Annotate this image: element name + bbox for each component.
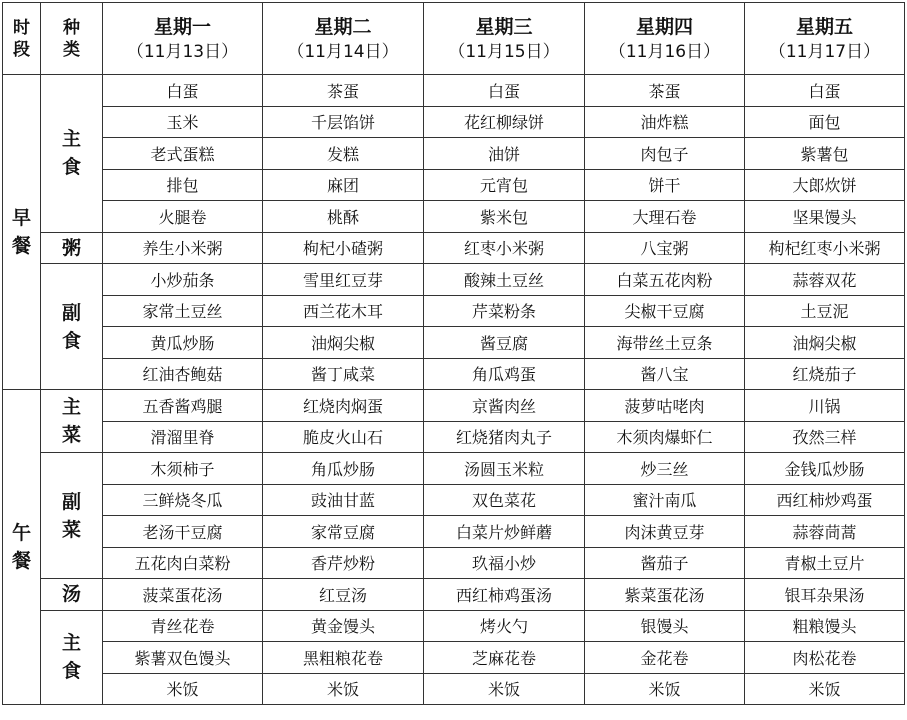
menu-row [3, 201, 905, 233]
dish-cell: 土豆泥 [745, 295, 905, 327]
dish-cell: 红烧猪肉丸子 [424, 421, 585, 453]
dish-cell: 枸杞红枣小米粥 [745, 232, 905, 264]
dish-cell: 玉米 [103, 106, 263, 138]
dish-cell: 银馒头 [585, 610, 745, 642]
day-name: 星期三 [475, 15, 533, 38]
food-category-label: 主菜 [41, 390, 103, 453]
day-header-wed [424, 3, 585, 75]
day-date: （11月13日） [126, 41, 239, 62]
menu-row [3, 327, 905, 359]
dish-cell: 大郎炊饼 [745, 169, 905, 201]
dish-cell: 米饭 [103, 673, 263, 705]
dish-cell: 芹菜粉条 [424, 295, 585, 327]
dish-cell: 八宝粥 [585, 232, 745, 264]
menu-row [3, 390, 905, 422]
dish-cell: 坚果馒头 [745, 201, 905, 233]
menu-row [3, 358, 905, 390]
dish-cell: 银耳杂果汤 [745, 579, 905, 611]
dish-cell: 玖福小炒 [424, 547, 585, 579]
menu-row [3, 295, 905, 327]
dish-cell: 孜然三样 [745, 421, 905, 453]
dish-cell: 白菜五花肉粉 [585, 264, 745, 296]
day-date: （11月14日） [287, 41, 399, 62]
dish-cell: 排包 [103, 169, 263, 201]
food-category-label: 粥 [41, 232, 103, 264]
dish-cell: 元宵包 [424, 169, 585, 201]
dish-cell: 西红柿炒鸡蛋 [745, 484, 905, 516]
menu-row [3, 138, 905, 170]
weekly-menu-table [2, 2, 905, 705]
dish-cell: 木须柿子 [103, 453, 263, 485]
day-date: （11月15日） [448, 41, 560, 62]
menu-row [3, 232, 905, 264]
dish-cell: 红烧肉焖蛋 [263, 390, 424, 422]
food-category-label: 汤 [41, 579, 103, 611]
dish-cell: 紫薯包 [745, 138, 905, 170]
dish-cell: 西兰花木耳 [263, 295, 424, 327]
day-header-tue [263, 3, 424, 75]
dish-cell: 养生小米粥 [103, 232, 263, 264]
dish-cell: 发糕 [263, 138, 424, 170]
food-category-label: 副食 [41, 264, 103, 390]
dish-cell: 五香酱鸡腿 [103, 390, 263, 422]
dish-cell: 川锅 [745, 390, 905, 422]
dish-cell: 米饭 [745, 673, 905, 705]
dish-cell: 红烧茄子 [745, 358, 905, 390]
menu-row [3, 75, 905, 107]
menu-row [3, 421, 905, 453]
dish-cell: 紫薯双色馒头 [103, 642, 263, 674]
dish-cell: 青椒土豆片 [745, 547, 905, 579]
meal-period-label: 早餐 [3, 75, 41, 390]
dish-cell: 蒜蓉茼蒿 [745, 516, 905, 548]
dish-cell: 面包 [745, 106, 905, 138]
dish-cell: 红豆汤 [263, 579, 424, 611]
dish-cell: 大理石卷 [585, 201, 745, 233]
dish-cell: 炒三丝 [585, 453, 745, 485]
menu-row [3, 106, 905, 138]
dish-cell: 菠菜蛋花汤 [103, 579, 263, 611]
dish-cell: 五花肉白菜粉 [103, 547, 263, 579]
meal-period-label: 午餐 [3, 390, 41, 705]
dish-cell: 酱八宝 [585, 358, 745, 390]
dish-cell: 米饭 [585, 673, 745, 705]
dish-cell: 青丝花卷 [103, 610, 263, 642]
dish-cell: 黑粗粮花卷 [263, 642, 424, 674]
food-category-label: 副菜 [41, 453, 103, 579]
dish-cell: 小炒茄条 [103, 264, 263, 296]
dish-cell: 火腿卷 [103, 201, 263, 233]
menu-row [3, 547, 905, 579]
dish-cell: 酱豆腐 [424, 327, 585, 359]
period-column-header: 时段 [3, 3, 41, 75]
dish-cell: 花红柳绿饼 [424, 106, 585, 138]
dish-cell: 茶蛋 [585, 75, 745, 107]
day-name: 星期五 [795, 15, 853, 38]
food-category-label: 主食 [41, 610, 103, 705]
menu-row [3, 642, 905, 674]
dish-cell: 三鲜烧冬瓜 [103, 484, 263, 516]
dish-cell: 芝麻花卷 [424, 642, 585, 674]
dish-cell: 千层馅饼 [263, 106, 424, 138]
dish-cell: 酱茄子 [585, 547, 745, 579]
food-category-label: 主食 [41, 75, 103, 233]
menu-body [3, 75, 905, 705]
dish-cell: 红枣小米粥 [424, 232, 585, 264]
dish-cell: 粗粮馒头 [745, 610, 905, 642]
dish-cell: 黄瓜炒肠 [103, 327, 263, 359]
menu-row [3, 610, 905, 642]
menu-row [3, 673, 905, 705]
dish-cell: 白蛋 [424, 75, 585, 107]
day-name: 星期二 [314, 15, 372, 38]
menu-row [3, 264, 905, 296]
dish-cell: 肉松花卷 [745, 642, 905, 674]
dish-cell: 家常土豆丝 [103, 295, 263, 327]
dish-cell: 白蛋 [745, 75, 905, 107]
day-date: （11月17日） [768, 41, 881, 62]
dish-cell: 油炸糕 [585, 106, 745, 138]
dish-cell: 脆皮火山石 [263, 421, 424, 453]
dish-cell: 酱丁咸菜 [263, 358, 424, 390]
day-header-thu [585, 3, 745, 75]
dish-cell: 紫菜蛋花汤 [585, 579, 745, 611]
dish-cell: 桃酥 [263, 201, 424, 233]
dish-cell: 紫米包 [424, 201, 585, 233]
menu-row [3, 516, 905, 548]
dish-cell: 白菜片炒鲜蘑 [424, 516, 585, 548]
dish-cell: 豉油甘蓝 [263, 484, 424, 516]
dish-cell: 木须肉爆虾仁 [585, 421, 745, 453]
dish-cell: 滑溜里脊 [103, 421, 263, 453]
dish-cell: 黄金馒头 [263, 610, 424, 642]
dish-cell: 金钱瓜炒肠 [745, 453, 905, 485]
day-name: 星期四 [635, 15, 693, 38]
dish-cell: 金花卷 [585, 642, 745, 674]
dish-cell: 烤火勺 [424, 610, 585, 642]
dish-cell: 角瓜鸡蛋 [424, 358, 585, 390]
dish-cell: 汤圆玉米粒 [424, 453, 585, 485]
dish-cell: 角瓜炒肠 [263, 453, 424, 485]
dish-cell: 海带丝土豆条 [585, 327, 745, 359]
dish-cell: 肉包子 [585, 138, 745, 170]
day-name: 星期一 [153, 15, 211, 38]
day-date: （11月16日） [608, 41, 721, 62]
dish-cell: 饼干 [585, 169, 745, 201]
dish-cell: 红油杏鲍菇 [103, 358, 263, 390]
dish-cell: 茶蛋 [263, 75, 424, 107]
dish-cell: 老汤干豆腐 [103, 516, 263, 548]
header-row [3, 3, 905, 75]
day-header-mon [103, 3, 263, 75]
menu-row [3, 169, 905, 201]
dish-cell: 蜜汁南瓜 [585, 484, 745, 516]
menu-row [3, 453, 905, 485]
menu-row [3, 484, 905, 516]
dish-cell: 雪里红豆芽 [263, 264, 424, 296]
dish-cell: 香芹炒粉 [263, 547, 424, 579]
dish-cell: 油焖尖椒 [263, 327, 424, 359]
dish-cell: 肉沫黄豆芽 [585, 516, 745, 548]
dish-cell: 老式蛋糕 [103, 138, 263, 170]
day-header-fri [745, 3, 905, 75]
dish-cell: 双色菜花 [424, 484, 585, 516]
dish-cell: 白蛋 [103, 75, 263, 107]
dish-cell: 京酱肉丝 [424, 390, 585, 422]
menu-row [3, 579, 905, 611]
dish-cell: 米饭 [263, 673, 424, 705]
dish-cell: 菠萝咕咾肉 [585, 390, 745, 422]
category-column-header: 种类 [41, 3, 103, 75]
dish-cell: 枸杞小碴粥 [263, 232, 424, 264]
dish-cell: 蒜蓉双花 [745, 264, 905, 296]
dish-cell: 尖椒干豆腐 [585, 295, 745, 327]
dish-cell: 米饭 [424, 673, 585, 705]
dish-cell: 酸辣土豆丝 [424, 264, 585, 296]
dish-cell: 西红柿鸡蛋汤 [424, 579, 585, 611]
dish-cell: 油焖尖椒 [745, 327, 905, 359]
dish-cell: 麻团 [263, 169, 424, 201]
dish-cell: 油饼 [424, 138, 585, 170]
dish-cell: 家常豆腐 [263, 516, 424, 548]
